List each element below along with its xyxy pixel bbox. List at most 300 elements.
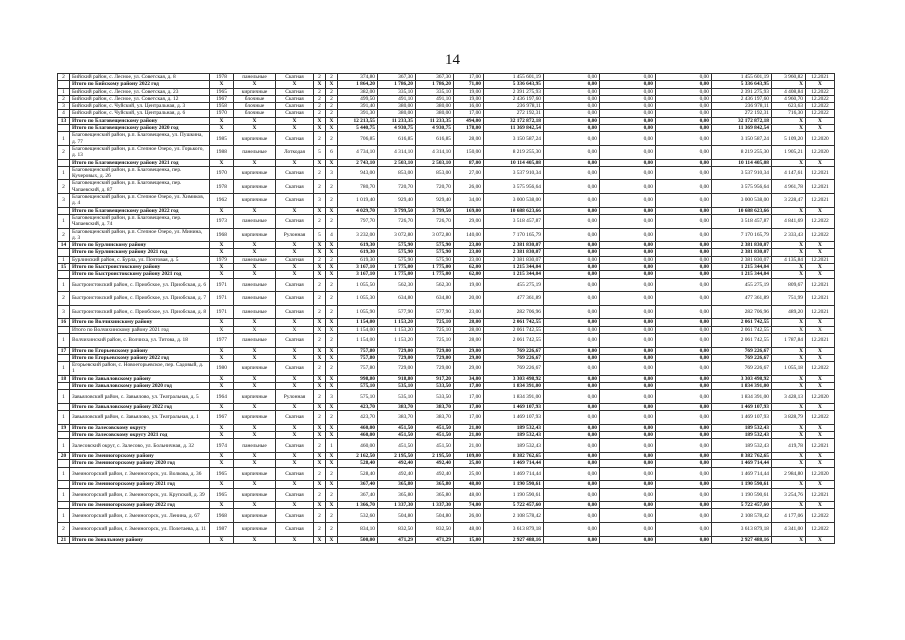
living-area-cell: 11 233,35 (378, 117, 416, 124)
residential-area-cell: 729,00 (416, 362, 454, 376)
wall-material-cell: панельные (234, 333, 276, 347)
entrances-cell: 2 (326, 488, 338, 502)
residential-area-cell: 492,40 (416, 460, 454, 467)
table-row (58, 509, 835, 523)
local-cost-cell: 0,00 (656, 292, 712, 306)
row-number-cell: 1 (58, 88, 70, 95)
fund-cost-cell: 0,00 (544, 125, 600, 132)
row-number-cell: 1 (58, 132, 70, 146)
deadline-cell: X (806, 125, 835, 132)
year-built-cell: 1964 (210, 390, 234, 404)
year-built-cell: X (210, 403, 234, 410)
address-cell: Итого по Змеиногорскому району 2020 год (70, 460, 210, 467)
deadline-cell: X (806, 271, 835, 278)
row-number-cell: 1 (58, 214, 70, 228)
residents-cell: 62,00 (454, 271, 484, 278)
roof-type-cell: X (276, 354, 314, 361)
wall-material-cell: панельные (234, 74, 276, 81)
fund-cost-cell: 0,00 (544, 319, 600, 326)
entrances-cell: 2 (326, 74, 338, 81)
wall-material-cell: X (234, 375, 276, 382)
row-number-cell: 1 (58, 467, 70, 481)
living-area-cell: 365,80 (378, 488, 416, 502)
budget-cost-cell: 0,00 (600, 362, 656, 376)
address-cell: Итого по Бурлинскому району (70, 242, 210, 249)
table-row (58, 362, 835, 376)
table-row (58, 333, 835, 347)
total-area-cell: 374,80 (338, 74, 378, 81)
living-area-cell: 1 153,20 (378, 326, 416, 333)
fund-cost-cell: 0,00 (544, 424, 600, 431)
total-area-cell: 834,10 (338, 523, 378, 537)
row-number-cell: 1 (58, 509, 70, 523)
roof-type-cell: X (276, 453, 314, 460)
local-cost-cell: 0,00 (656, 256, 712, 263)
total-area-cell: 460,00 (338, 432, 378, 439)
row-number-cell: 1 (58, 333, 70, 347)
entrances-cell: 2 (326, 278, 338, 292)
owners-cost-cell: 1 190 590,61 (712, 481, 772, 488)
year-built-cell: 1973 (210, 214, 234, 228)
local-cost-cell: 0,00 (656, 523, 712, 537)
total-cost-cell: 10 114 405,08 (484, 159, 544, 166)
wall-material-cell: кирпичные (234, 411, 276, 425)
entrances-cell: X (326, 383, 338, 390)
budget-cost-cell: 0,00 (600, 481, 656, 488)
budget-cost-cell: 0,00 (600, 333, 656, 347)
local-cost-cell: 0,00 (656, 375, 712, 382)
roof-type-cell: X (276, 159, 314, 166)
residential-area-cell: 451,50 (416, 424, 454, 431)
unit-cost-cell: X (772, 375, 806, 382)
budget-cost-cell: 0,00 (600, 319, 656, 326)
unit-cost-cell: 3 228,47 (772, 194, 806, 208)
entrances-cell: 6 (326, 145, 338, 159)
living-area-cell: 4 930,75 (378, 125, 416, 132)
total-area-cell: 998,80 (338, 375, 378, 382)
floors-cell: 2 (314, 180, 326, 194)
residents-cell: 25,00 (454, 460, 484, 467)
local-cost-cell: 0,00 (656, 460, 712, 467)
unit-cost-cell: 4 841,69 (772, 214, 806, 228)
year-built-cell: 1968 (210, 509, 234, 523)
floors-cell: X (314, 481, 326, 488)
entrances-cell: 2 (326, 362, 338, 376)
roof-type-cell: Скатная (276, 488, 314, 502)
address-cell: Итого по Завьяловскому району 2020 год (70, 383, 210, 390)
unit-cost-cell: X (772, 347, 806, 354)
unit-cost-cell: 3 254,76 (772, 488, 806, 502)
unit-cost-cell: 5 109,20 (772, 132, 806, 146)
floors-cell: 2 (314, 292, 326, 306)
row-number-cell (58, 81, 70, 88)
local-cost-cell: 0,00 (656, 228, 712, 242)
budget-cost-cell: 0,00 (600, 103, 656, 110)
total-cost-cell: 1 469 107,93 (484, 403, 544, 410)
wall-material-cell: панельные (234, 305, 276, 319)
address-cell: Змеиногорский район, г. Змеиногорск, ул. Волкова, д. 36 (70, 467, 210, 481)
local-cost-cell: 0,00 (656, 242, 712, 249)
deadline-cell: 12.2022 (806, 411, 835, 425)
residents-cell: 25,00 (454, 467, 484, 481)
local-cost-cell: 0,00 (656, 424, 712, 431)
row-number-cell: 2 (58, 74, 70, 81)
address-cell: Итого по Быстроистокскому району 2021 год (70, 271, 210, 278)
fund-cost-cell: 0,00 (544, 132, 600, 146)
living-area-cell: 2 503,10 (378, 159, 416, 166)
roof-type-cell: Скатная (276, 166, 314, 180)
living-area-cell: 577,90 (378, 305, 416, 319)
owners-cost-cell: 1 190 590,61 (712, 488, 772, 502)
row-number-cell: 2 (58, 180, 70, 194)
unit-cost-cell: 1 905,21 (772, 145, 806, 159)
residential-area-cell: 3 072,80 (416, 228, 454, 242)
total-cost-cell: 1 469 714,44 (484, 467, 544, 481)
roof-type-cell: X (276, 424, 314, 431)
row-number-cell (58, 481, 70, 488)
local-cost-cell: 0,00 (656, 411, 712, 425)
wall-material-cell: кирпичные (234, 488, 276, 502)
deadline-cell: X (806, 383, 835, 390)
living-area-cell: 535,10 (378, 390, 416, 404)
total-area-cell: 3 167,10 (338, 271, 378, 278)
living-area-cell: 562,30 (378, 278, 416, 292)
total-area-cell: 619,30 (338, 256, 378, 263)
total-cost-cell: 32 172 872,18 (484, 117, 544, 124)
floors-cell: X (314, 264, 326, 271)
local-cost-cell: 0,00 (656, 403, 712, 410)
row-number-cell (58, 502, 70, 509)
deadline-cell: 12.2022 (806, 95, 835, 102)
row-number-cell (58, 432, 70, 439)
residents-cell: 169,00 (454, 207, 484, 214)
total-cost-cell: 1 469 107,93 (484, 411, 544, 425)
residential-area-cell: 4 314,10 (416, 145, 454, 159)
owners-cost-cell: 236 978,11 (712, 103, 772, 110)
local-cost-cell: 0,00 (656, 207, 712, 214)
year-built-cell: X (210, 432, 234, 439)
residential-area-cell: 383,70 (416, 411, 454, 425)
wall-material-cell: панельные (234, 278, 276, 292)
fund-cost-cell: 0,00 (544, 278, 600, 292)
residents-cell: 17,00 (454, 403, 484, 410)
row-number-cell: 18 (58, 375, 70, 382)
roof-type-cell: X (276, 502, 314, 509)
living-area-cell: 929,40 (378, 194, 416, 208)
subtotal-row (58, 536, 835, 543)
wall-material-cell: кирпичные (234, 180, 276, 194)
roof-type-cell: Скатная (276, 110, 314, 117)
owners-cost-cell: 11 369 842,54 (712, 125, 772, 132)
budget-cost-cell: 0,00 (600, 305, 656, 319)
budget-cost-cell: 0,00 (600, 74, 656, 81)
unit-cost-cell: X (772, 159, 806, 166)
roof-type-cell: X (276, 347, 314, 354)
owners-cost-cell: 455 275,19 (712, 278, 772, 292)
year-built-cell: X (210, 536, 234, 543)
budget-cost-cell: 0,00 (600, 207, 656, 214)
total-area-cell: 3 167,10 (338, 264, 378, 271)
unit-cost-cell: 4 408,84 (772, 88, 806, 95)
roof-type-cell: Скатная (276, 180, 314, 194)
total-cost-cell: 189 532,43 (484, 424, 544, 431)
floors-cell: 2 (314, 256, 326, 263)
total-area-cell: 500,00 (338, 536, 378, 543)
owners-cost-cell: 2 927 488,16 (712, 536, 772, 543)
local-cost-cell: 0,00 (656, 488, 712, 502)
roof-type-cell: X (276, 460, 314, 467)
owners-cost-cell: 2 061 742,55 (712, 326, 772, 333)
unit-cost-cell: 809,67 (772, 278, 806, 292)
row-number-cell: 3 (58, 305, 70, 319)
unit-cost-cell: 751,99 (772, 292, 806, 306)
unit-cost-cell: 4 177,06 (772, 509, 806, 523)
table-row (58, 278, 835, 292)
fund-cost-cell: 0,00 (544, 207, 600, 214)
total-cost-cell: 477 361,89 (484, 292, 544, 306)
owners-cost-cell: 3 537 910,34 (712, 166, 772, 180)
wall-material-cell: кирпичные (234, 390, 276, 404)
roof-type-cell: Скатная (276, 95, 314, 102)
floors-cell: X (314, 326, 326, 333)
owners-cost-cell: 3 000 538,00 (712, 194, 772, 208)
residents-cell: 17,00 (454, 390, 484, 404)
local-cost-cell: 0,00 (656, 536, 712, 543)
entrances-cell: X (326, 424, 338, 431)
wall-material-cell: кирпичные (234, 132, 276, 146)
row-number-cell: 4 (58, 110, 70, 117)
year-built-cell: 1971 (210, 305, 234, 319)
total-area-cell: 1 019,40 (338, 194, 378, 208)
residential-area-cell: 1 337,30 (416, 502, 454, 509)
row-number-cell: 19 (58, 424, 70, 431)
year-built-cell: 1967 (210, 95, 234, 102)
residents-cell: 23,00 (454, 249, 484, 256)
deadline-cell: 12.2021 (806, 292, 835, 306)
fund-cost-cell: 0,00 (544, 509, 600, 523)
residents-cell: 23,00 (454, 242, 484, 249)
total-area-cell: 4 734,10 (338, 145, 378, 159)
residents-cell: 74,00 (454, 502, 484, 509)
total-area-cell: 1 366,70 (338, 502, 378, 509)
address-cell: Итого по Волчихинскому району (70, 319, 210, 326)
wall-material-cell: X (234, 159, 276, 166)
local-cost-cell: 0,00 (656, 264, 712, 271)
address-cell: Благовещенский район, р.п. Благовещенка, пер. Чапаевский, д. 87 (70, 180, 210, 194)
budget-cost-cell: 0,00 (600, 159, 656, 166)
subtotal-row (58, 481, 835, 488)
floors-cell: 2 (314, 362, 326, 376)
local-cost-cell: 0,00 (656, 347, 712, 354)
residential-area-cell: 832,50 (416, 523, 454, 537)
unit-cost-cell: 4 960,70 (772, 95, 806, 102)
floors-cell: X (314, 207, 326, 214)
wall-material-cell: блочные (234, 103, 276, 110)
deadline-cell: X (806, 264, 835, 271)
floors-cell: 5 (314, 228, 326, 242)
fund-cost-cell: 0,00 (544, 249, 600, 256)
roof-type-cell: X (276, 81, 314, 88)
deadline-cell: X (806, 117, 835, 124)
budget-cost-cell: 0,00 (600, 523, 656, 537)
unit-cost-cell: 1 787,84 (772, 333, 806, 347)
entrances-cell: X (326, 347, 338, 354)
wall-material-cell: X (234, 502, 276, 509)
address-cell: Благовещенский район, р.п. Степное Озеро, ул. Минина, д. 3 (70, 228, 210, 242)
owners-cost-cell: 3 575 956,64 (712, 180, 772, 194)
address-cell: Залесовский округ, с. Залесово, ул. Больничная, д. 32 (70, 439, 210, 453)
total-cost-cell: 5 722 457,60 (484, 502, 544, 509)
residential-area-cell: 725,10 (416, 319, 454, 326)
residential-area-cell: 533,50 (416, 383, 454, 390)
total-area-cell: 706,85 (338, 132, 378, 146)
unit-cost-cell: X (772, 117, 806, 124)
living-area-cell: 575,90 (378, 249, 416, 256)
residential-area-cell: 383,70 (416, 403, 454, 410)
total-area-cell: 423,70 (338, 411, 378, 425)
address-cell: Итого по Змеиногорскому району 2021 год (70, 481, 210, 488)
table-row (58, 326, 835, 333)
fund-cost-cell: 0,00 (544, 411, 600, 425)
wall-material-cell: X (234, 249, 276, 256)
roof-type-cell: X (276, 375, 314, 382)
local-cost-cell: 0,00 (656, 362, 712, 376)
year-built-cell: X (210, 207, 234, 214)
deadline-cell: 12.2020 (806, 390, 835, 404)
unit-cost-cell: X (772, 354, 806, 361)
owners-cost-cell: 3 303 498,92 (712, 375, 772, 382)
total-area-cell: 460,00 (338, 424, 378, 431)
unit-cost-cell: X (772, 536, 806, 543)
subtotal-row (58, 271, 835, 278)
total-area-cell: 12 213,55 (338, 117, 378, 124)
wall-material-cell: X (234, 424, 276, 431)
total-area-cell: 2 162,50 (338, 453, 378, 460)
residential-area-cell: 533,50 (416, 390, 454, 404)
budget-cost-cell: 0,00 (600, 95, 656, 102)
deadline-cell: 12.2022 (806, 362, 835, 376)
address-cell: Благовещенский район, р.п. Благовещенка, пер. Кучеровых, д. 26 (70, 166, 210, 180)
entrances-cell: X (326, 81, 338, 88)
roof-type-cell: X (276, 271, 314, 278)
local-cost-cell: 0,00 (656, 271, 712, 278)
roof-type-cell: X (276, 481, 314, 488)
budget-cost-cell: 0,00 (600, 228, 656, 242)
roof-type-cell: Скатная (276, 333, 314, 347)
residents-cell: 23,00 (454, 256, 484, 263)
residents-cell: 87,00 (454, 159, 484, 166)
year-built-cell: 1979 (210, 256, 234, 263)
floors-cell: 2 (314, 523, 326, 537)
living-area-cell: 335,10 (378, 88, 416, 95)
living-area-cell: 491,10 (378, 95, 416, 102)
deadline-cell: 12.2021 (806, 278, 835, 292)
total-area-cell: 460,00 (338, 439, 378, 453)
living-area-cell: 451,50 (378, 432, 416, 439)
row-number-cell: 1 (58, 488, 70, 502)
local-cost-cell: 0,00 (656, 145, 712, 159)
floors-cell: 2 (314, 411, 326, 425)
residential-area-cell: 365,80 (416, 488, 454, 502)
address-cell: Бийский район, с. Лесное, ул. Советская, д. 8 (70, 74, 210, 81)
year-built-cell: 1985 (210, 132, 234, 146)
fund-cost-cell: 0,00 (544, 103, 600, 110)
residents-cell: 17,00 (454, 411, 484, 425)
total-cost-cell: 769 226,67 (484, 354, 544, 361)
entrances-cell: X (326, 242, 338, 249)
table-row (58, 180, 835, 194)
deadline-cell: 12.2021 (806, 305, 835, 319)
floors-cell: 3 (314, 194, 326, 208)
residential-area-cell: 451,50 (416, 439, 454, 453)
fund-cost-cell: 0,00 (544, 166, 600, 180)
residential-area-cell: 1 786,20 (416, 81, 454, 88)
year-built-cell: X (210, 326, 234, 333)
budget-cost-cell: 0,00 (600, 390, 656, 404)
subtotal-row (58, 403, 835, 410)
address-cell: Итого по Залесовскому округу (70, 424, 210, 431)
wall-material-cell: X (234, 264, 276, 271)
year-built-cell: X (210, 81, 234, 88)
residents-cell: 34,00 (454, 194, 484, 208)
table-row (58, 292, 835, 306)
entrances-cell: 2 (326, 509, 338, 523)
living-area-cell: 471,29 (378, 536, 416, 543)
address-cell: Итого по Бийскому району 2022 год (70, 81, 210, 88)
residents-cell: 19,00 (454, 278, 484, 292)
owners-cost-cell: 477 361,89 (712, 292, 772, 306)
living-area-cell: 729,00 (378, 354, 416, 361)
local-cost-cell: 0,00 (656, 439, 712, 453)
address-cell: Итого по Благовещенскому району 2022 год (70, 207, 210, 214)
roof-type-cell: X (276, 242, 314, 249)
total-cost-cell: 3 150 587,24 (484, 132, 544, 146)
residential-area-cell: 11 233,35 (416, 117, 454, 124)
year-built-cell: X (210, 460, 234, 467)
row-number-cell: 2 (58, 95, 70, 102)
budget-cost-cell: 0,00 (600, 166, 656, 180)
address-cell: Благовещенский район, р.п. Степное Озеро, ул. Химиков, д. 4 (70, 194, 210, 208)
residential-area-cell: 720,70 (416, 180, 454, 194)
table-row (58, 228, 835, 242)
budget-cost-cell: 0,00 (600, 536, 656, 543)
wall-material-cell: X (234, 347, 276, 354)
subtotal-row (58, 375, 835, 382)
unit-cost-cell: X (772, 502, 806, 509)
year-built-cell: 1978 (210, 180, 234, 194)
living-area-cell: 1 775,00 (378, 264, 416, 271)
subtotal-row (58, 354, 835, 361)
row-number-cell: 3 (58, 103, 70, 110)
entrances-cell: X (326, 117, 338, 124)
roof-type-cell: X (276, 125, 314, 132)
roof-type-cell: Скатная (276, 103, 314, 110)
subtotal-row (58, 125, 835, 132)
wall-material-cell: кирпичные (234, 166, 276, 180)
residential-area-cell: 504,80 (416, 509, 454, 523)
residential-area-cell: 725,10 (416, 326, 454, 333)
address-cell: Итого по Залесовскому округу 2021 год (70, 432, 210, 439)
owners-cost-cell: 32 172 872,18 (712, 117, 772, 124)
subtotal-row (58, 81, 835, 88)
residents-cell: 21,00 (454, 424, 484, 431)
row-number-cell (58, 271, 70, 278)
living-area-cell: 726,70 (378, 214, 416, 228)
local-cost-cell: 0,00 (656, 467, 712, 481)
floors-cell: 2 (314, 103, 326, 110)
living-area-cell: 729,00 (378, 347, 416, 354)
deadline-cell: 12.2021 (806, 194, 835, 208)
